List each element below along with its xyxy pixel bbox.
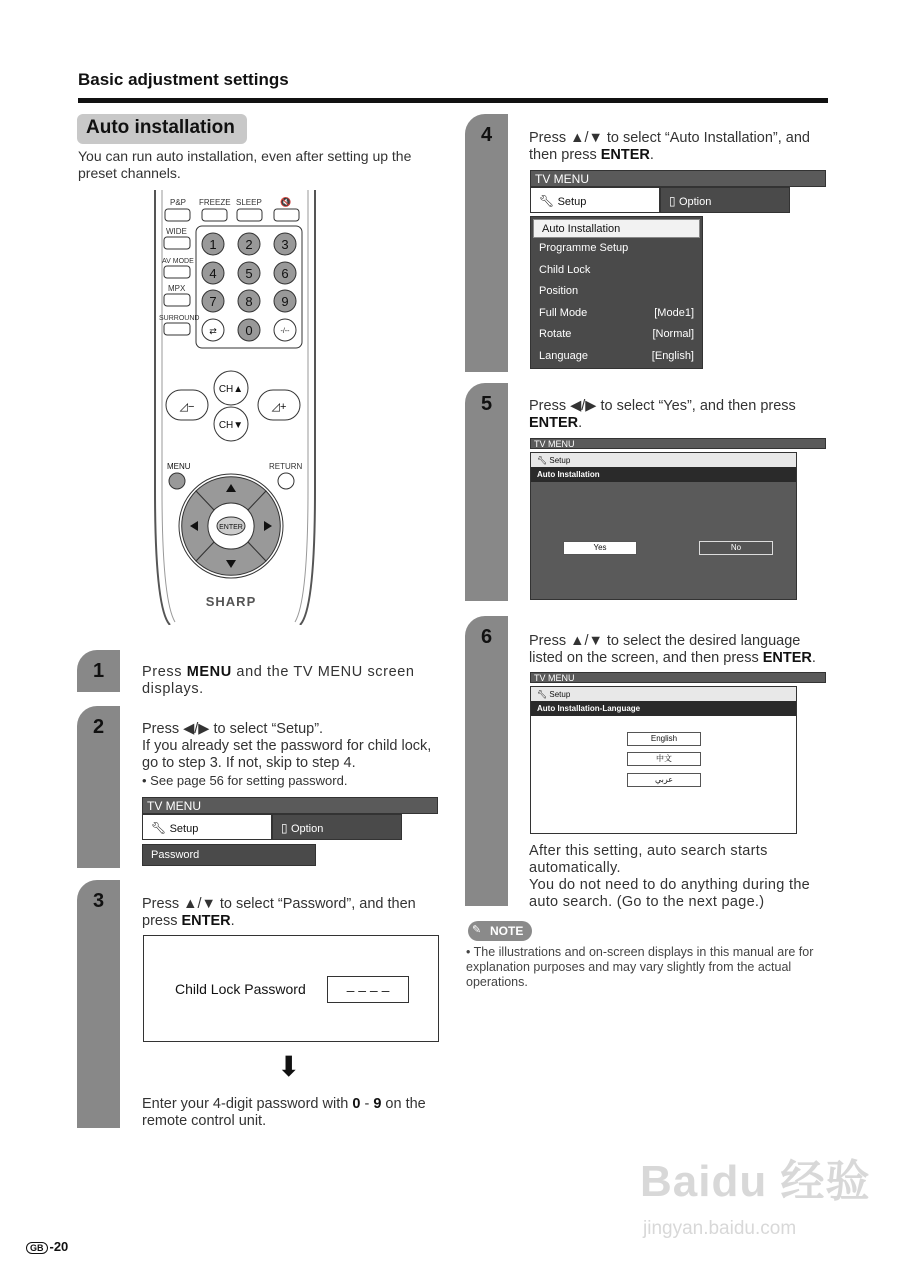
menu-item-auto-installation[interactable]: Auto Installation [533, 219, 700, 238]
enter-label: ENTER [219, 524, 243, 531]
volume-up-label: ◿+ [271, 401, 287, 413]
step6-setup-tab: 🔧︎ Setup [531, 687, 796, 701]
pp-label: P&P [170, 198, 187, 207]
language-option-chinese[interactable]: 中文 [627, 752, 701, 766]
step-5-text: Press ◀/▶ to select “Yes”, and then press ENTER. [529, 398, 796, 431]
surround-label: SURROUND [159, 315, 200, 322]
menu-item-rotate[interactable]: Rotate [Normal] [539, 328, 694, 340]
digit-label: 6 [281, 266, 289, 281]
step-5-bar [465, 383, 508, 601]
step6-dialog-heading: Auto Installation-Language [531, 701, 796, 716]
step-number: 4 [480, 124, 493, 146]
sleep-label: SLEEP [236, 198, 262, 207]
return-label: RETURN [269, 462, 303, 471]
language-option-english[interactable]: English [627, 732, 701, 746]
surround-button[interactable] [164, 323, 190, 335]
step4-tab-setup[interactable]: 🔧︎ Setup [530, 187, 660, 213]
step-number: 1 [92, 660, 105, 682]
menu-item-language[interactable]: Language [English] [539, 349, 694, 362]
menu-button[interactable] [169, 473, 185, 489]
digit-label: 1 [209, 237, 217, 252]
digit-label: 7 [209, 294, 217, 309]
freeze-label: FREEZE [199, 198, 231, 207]
no-button[interactable]: No [699, 541, 773, 555]
header-rule [78, 98, 828, 103]
return-button[interactable] [278, 473, 294, 489]
flashback-icon: ⇄ [209, 326, 217, 336]
digit-label: 4 [209, 266, 217, 281]
remote-control-illustration [150, 190, 320, 625]
step2-tv-menu-title: TV MENU [142, 797, 438, 814]
digit-label: 3 [281, 237, 289, 252]
step-6-bar [465, 616, 508, 906]
mute-button[interactable] [274, 209, 299, 221]
step6-tv-menu-title: TV MENU [530, 672, 826, 683]
menu-item-programme-setup[interactable]: Programme Setup [539, 242, 629, 254]
step-number: 2 [92, 716, 105, 738]
password-input[interactable]: – – – – [327, 976, 409, 1003]
mute-icon: 🔇 [280, 197, 292, 207]
ch-down-label: CH▼ [218, 420, 244, 431]
step6-dialog [530, 686, 797, 834]
step-2-text: Press ◀/▶ to select “Setup”. If you already set the password for child lock, go to step 3. If not, skip to step 4. • See page 56 for setting password. [142, 721, 432, 788]
baidu-watermark: Baidu 经验 [640, 1157, 871, 1206]
page-header-title: Basic adjustment settings [78, 70, 289, 89]
step-number: 3 [92, 890, 105, 912]
menu-item-full-mode[interactable]: Full Mode [Mode1] [539, 306, 694, 319]
language-option-arabic[interactable]: عربي [627, 773, 701, 787]
step4-tv-menu-title: TV MENU [530, 170, 826, 187]
step2-tab-setup[interactable]: 🔧︎ Setup [142, 814, 272, 840]
digit-label: 2 [245, 237, 253, 252]
digit-label: 5 [245, 266, 253, 281]
baidu-watermark-url: jingyan.baidu.com [643, 1218, 797, 1239]
step-1-bar [77, 650, 120, 692]
avmode-label: AV MODE [162, 258, 194, 265]
digit-label: 9 [281, 294, 289, 309]
child-lock-password-label: Child Lock Password [175, 981, 306, 997]
avmode-button[interactable] [164, 266, 190, 278]
sleep-button[interactable] [237, 209, 262, 221]
step-3-bar [77, 880, 120, 1128]
note-badge: NOTE [468, 921, 532, 941]
step-3-after-text: Enter your 4-digit password with 0 - 9 on the remote control unit. [142, 1096, 426, 1129]
step-4-bar [465, 114, 508, 372]
step-number: 6 [480, 626, 493, 648]
digit-label: 0 [245, 323, 253, 338]
page-number: GB -20 [26, 1239, 68, 1254]
step4-setup-menu-list [530, 216, 703, 369]
wide-label: WIDE [166, 227, 187, 236]
step5-tv-menu-title: TV MENU [530, 438, 826, 449]
down-arrow-icon: ⬇ [277, 1051, 301, 1082]
mpx-label: MPX [168, 284, 186, 293]
wide-button[interactable] [164, 237, 190, 249]
child-lock-password-box [143, 935, 439, 1042]
step-4-text: Press ▲/▼ to select “Auto Installation”, and then press ENTER. [529, 130, 810, 163]
step5-dialog [530, 452, 797, 600]
menu-item-position[interactable]: Position [539, 285, 579, 297]
brand-logo: SHARP [205, 594, 257, 609]
step-1-text: Press MENU and the TV MENU screen displays. [142, 664, 415, 697]
menu-item-child-lock[interactable]: Child Lock [539, 263, 591, 276]
yes-button[interactable]: Yes [563, 541, 637, 555]
dash-label: -/-- [280, 328, 290, 335]
step5-setup-tab: 🔧︎ Setup [531, 453, 796, 467]
step-6-text: Press ▲/▼ to select the desired language listed on the screen, and then press ENTER. [529, 633, 816, 666]
step-number: 5 [480, 393, 493, 415]
note-text: • The illustrations and on-screen displays in this manual are for explanation purposes and may vary slightly from the actual operations. [466, 945, 814, 989]
volume-down-label: ◿− [179, 401, 195, 413]
step2-tab-option[interactable]: ▯ Option [272, 814, 402, 840]
note-pencil-icon: ✎ [472, 924, 482, 936]
pp-button[interactable] [165, 209, 190, 221]
step-2-bar [77, 706, 120, 868]
section-title: Auto installation [77, 114, 247, 144]
ch-up-label: CH▲ [218, 384, 244, 395]
menu-label: MENU [167, 462, 191, 471]
step-6-after-text: After this setting, auto search starts automatically. You do not need to do anything during the auto search. (Go to the next page.) [529, 843, 811, 910]
region-badge: GB [26, 1242, 48, 1254]
step4-tab-option[interactable]: ▯ Option [660, 187, 790, 213]
mpx-button[interactable] [164, 294, 190, 306]
section-intro: You can run auto installation, even after setting up the preset channels. [78, 148, 412, 181]
step2-password-item[interactable]: Password [142, 844, 316, 866]
step5-dialog-heading: Auto Installation [531, 467, 796, 482]
digit-label: 8 [245, 294, 253, 309]
step-3-text: Press ▲/▼ to select “Password”, and then press ENTER. [142, 896, 416, 929]
freeze-button[interactable] [202, 209, 227, 221]
